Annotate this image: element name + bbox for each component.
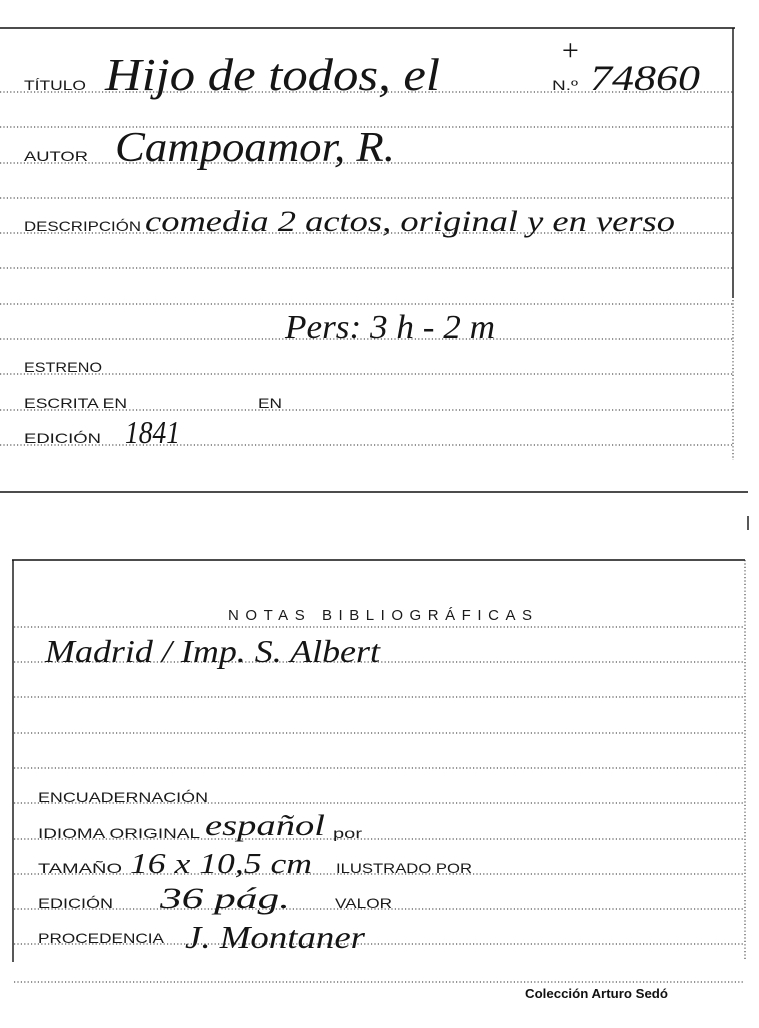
notas-value: Madrid / Imp. S. Albert (43, 633, 382, 669)
top-card (0, 28, 735, 460)
idioma-por-label: por (333, 825, 363, 841)
procedencia-label: PROCEDENCIA (38, 930, 165, 946)
collection-credit: Colección Arturo Sedó (525, 986, 669, 1001)
edicion-value: 36 pág. (158, 882, 290, 915)
autor-value: Campoamor, R. (115, 125, 395, 171)
idioma-label: IDIOMA ORIGINAL (38, 825, 201, 841)
tamano-value: 16 x 10,5 cm (130, 849, 312, 880)
titulo-value: Hijo de todos, el (103, 49, 440, 100)
personajes-value: Pers: 3 h - 2 m (283, 309, 495, 346)
escrita-label: ESCRITA EN (24, 395, 127, 411)
edicion-value: 1841 (125, 414, 180, 450)
numero-value: 74860 (590, 58, 700, 98)
edicion-label: EDICIÓN (24, 430, 101, 446)
numero-label: N.º (552, 77, 578, 93)
tamano-label: TAMAÑO (38, 860, 123, 876)
descripcion-value: comedia 2 actos, original y en verso (145, 205, 675, 238)
titulo-label: TÍTULO (24, 77, 87, 93)
notas-heading: NOTAS BIBLIOGRÁFICAS (228, 607, 532, 624)
bottom-card (12, 560, 745, 982)
edicion-label: EDICIÓN (38, 895, 113, 911)
idioma-value: español (205, 809, 325, 842)
escrita-en-label: EN (258, 395, 282, 411)
valor-label: VALOR (335, 895, 392, 911)
numero-mark: + (560, 34, 581, 67)
procedencia-value: J. Montaner (185, 919, 366, 955)
descripcion-label: DESCRIPCIÓN (24, 218, 141, 234)
encuadernacion-label: ENCUADERNACIÓN (38, 789, 208, 805)
autor-label: AUTOR (24, 148, 88, 164)
estreno-label: ESTRENO (24, 359, 103, 375)
ilustrado-label: ILUSTRADO POR (336, 860, 472, 876)
